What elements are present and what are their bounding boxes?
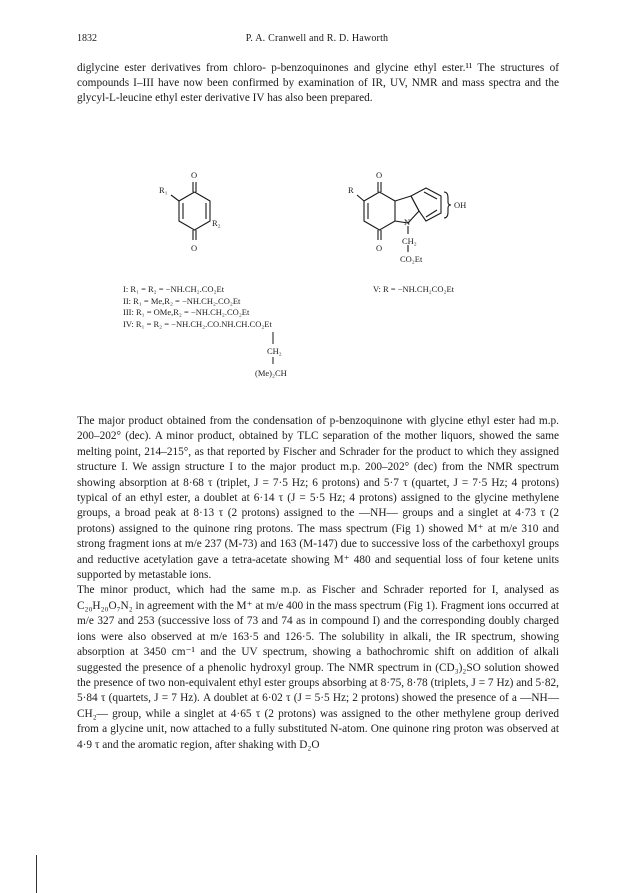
- iv-ch2: CH₂: [267, 346, 282, 356]
- compound-label-iii: III: R₁ = OMe,R₂ = −NH.CH₂.CO₂Et: [123, 307, 250, 317]
- structure-right-tricyclic: [340, 168, 520, 278]
- running-header: [77, 33, 557, 47]
- substituent-r1: R₁: [159, 185, 168, 195]
- compound-labels-left: [123, 284, 272, 330]
- atom-o-top: O: [376, 170, 383, 180]
- substituent-r: R: [348, 185, 354, 195]
- atom-o-top: O: [191, 170, 198, 180]
- compound-iv-branch: [255, 330, 315, 380]
- atom-o-bottom: O: [376, 243, 383, 253]
- compound-label-v: V: R = −NH.CH₂CO₂Et: [373, 284, 454, 294]
- page-number: 1832: [77, 33, 97, 44]
- intro-paragraph: [77, 61, 559, 106]
- atom-n: N: [404, 217, 411, 227]
- paragraph-major-product: The major product obtained from the condensation of p-benzoquinone with glycine ethyl ester had m.p. 200–202° (dec). A minor product, obtained by TLC separation of the mother liquors, showed the same melting point, 214–215°, as that reported by Fischer and Schrader for the product to which they assigned structure I. We assign structure I to the major product m.p. 200–202° (dec) from the NMR spectrum showing absorption at 8·68 τ (triplet, J = 7·5 Hz; 6 protons) and 5·7 τ (quartet, J = 7·5 Hz; 4 protons) typical of an ethyl ester, a doublet at 6·14 τ (J = 5·5 Hz; 4 protons) assigned to the glycine methylene groups, a broad peak at 8·13 τ (2 protons) assigned to the —NH— groups and a singlet at 4·73 τ (2 protons) assigned to the quinone ring protons. The mass spectrum (Fig 1) showed M⁺ at m/e 310 and strong fragment ions at m/e 237 (M-73) and 163 (M-147) due to successive loss of the carbethoxyl groups and reductive acetylation gave a tetra-acetate showing M⁺ 480 and sequential loss of four ketene units supported by metastable ions.: [77, 415, 559, 582]
- compound-label-i: I: R₁ = R₂ = −NH.CH₂.CO₂Et: [123, 284, 225, 294]
- iv-me2ch: (Me)₂CH: [255, 368, 287, 378]
- compound-label-iv: IV: R₁ = R₂ = −NH.CH₂.CO.NH.CH.CO₂Et: [123, 318, 272, 329]
- intro-text: diglycine ester derivatives from chloro- p-benzoquinones and glycine ethyl ester.¹¹ The structures of compounds I–III have now been confirmed by examination of IR, UV, NMR and mass spectra and the glycyl-L-leucine ethyl ester derivative IV has also been prepared.: [77, 62, 559, 104]
- margin-rule: [36, 855, 37, 893]
- paragraph-minor-product: The minor product, which had the same m.p. as Fischer and Schrader reported for I, analysed as C₂₀H₂₀O₇N₂ in agreement with the M⁺ at m/e 400 in the mass spectrum (Fig 1). Fragment ions occurred at m/e 327 and 253 (successive loss of 73 and 74 as in compound I) and the corresponding doubly charged ions were also observed at m/e 163·5 and 126·5. The solubility in alkali, the IR spectrum, showing absorption at 3450 cm⁻¹ and the UV spectrum, showing a bathochromic shift on addition of alkali suggested the presence of a phenolic hydroxyl group. The NMR spectrum in (CD₃)₂SO solution showed the presence of two non-equivalent ethyl ester groups absorbing at 8·75, 8·78 (triplets, J = 7 Hz) and 5·82, 5·84 τ (quartets, J = 7 Hz). A doublet at 6·02 τ (J = 5·5 Hz; 2 protons) showed the presence of a —NH—CH₂— group, while a singlet at 4·65 τ (2 protons) was assigned to the other methylene group derived from a glycine unit, now attached to a fully substituted N-atom. One quinone ring proton was observed at 4·9 τ and the aromatic region, after shaking with D₂O: [77, 584, 559, 751]
- quinone-ring: [171, 182, 210, 240]
- group-ch2: CH₂: [402, 236, 417, 246]
- structure-left-quinone: [155, 168, 235, 258]
- group-co2et: CO₂Et: [400, 254, 423, 264]
- compound-label-v-block: [373, 284, 454, 296]
- compound-label-ii: II: R₁ = Me,R₂ = −NH.CH₂.CO₂Et: [123, 295, 241, 306]
- group-oh: OH: [454, 200, 467, 210]
- substituent-r2: R₂: [212, 218, 221, 228]
- running-authors: P. A. Cranwell and R. D. Haworth: [245, 33, 389, 44]
- main-body: [77, 414, 559, 753]
- atom-o-bottom: O: [191, 243, 198, 253]
